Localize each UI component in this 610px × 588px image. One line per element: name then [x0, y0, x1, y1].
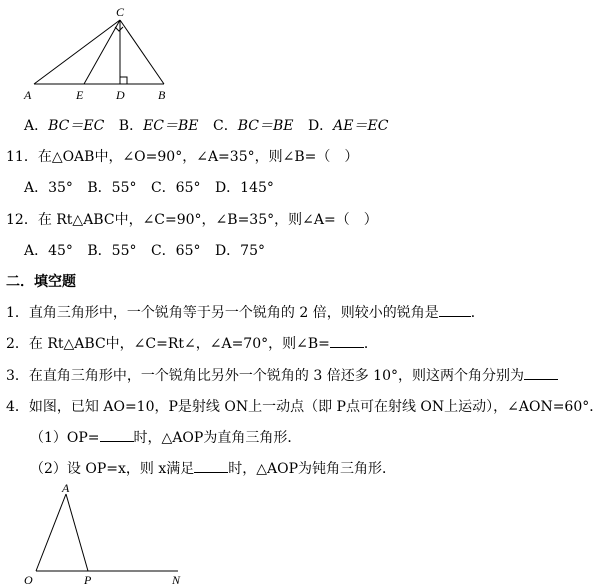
- q10-option-c: C．BC＝BE: [212, 118, 294, 134]
- label-b: B: [158, 88, 166, 102]
- label-o: O: [24, 573, 33, 587]
- segment-bc: [120, 20, 164, 84]
- q11-option-a: A．35°: [24, 180, 73, 196]
- fill-question-4-part-1: （1）OP= 时，△AOP为直角三角形．: [30, 430, 302, 446]
- label-d: D: [116, 88, 125, 102]
- label-e: E: [76, 88, 84, 102]
- answer-blank-2[interactable]: [330, 335, 364, 348]
- q12-option-b: B．55°: [87, 243, 137, 259]
- triangle-abc-figure: [20, 4, 180, 104]
- fill-question-4: 4．如图，已知 AO=10，P是射线 ON上一动点（即 P点可在射线 ON上运动），∠AON=60°．: [6, 399, 604, 415]
- segment-ap: [66, 494, 88, 571]
- segment-ec: [84, 20, 120, 84]
- fill-question-1: 1．直角三角形中，一个锐角等于另一个锐角的 2 倍，则较小的锐角是 ．: [6, 305, 485, 321]
- q12-option-c: C．65°: [150, 243, 201, 259]
- label-a2: A: [62, 484, 70, 495]
- answer-blank-4-2[interactable]: [194, 460, 228, 473]
- q11-options: [24, 179, 284, 197]
- right-angle-mark-d: [120, 77, 127, 84]
- fill-question-2: 2．在 Rt△ABC中，∠C=Rt∠，∠A=70°，则∠B= ．: [6, 336, 378, 352]
- q10-option-b: B．EC＝BE: [118, 118, 199, 134]
- q10-option-d: D．AE＝EC: [307, 118, 389, 134]
- label-a: A: [24, 88, 32, 102]
- label-n: N: [172, 573, 181, 587]
- q10-option-a: A．BC＝EC: [24, 118, 105, 134]
- answer-blank-3[interactable]: [524, 367, 558, 380]
- q11-option-c: C．65°: [150, 180, 201, 196]
- q11-option-b: B．55°: [87, 180, 137, 196]
- q12-options: [24, 242, 275, 260]
- label-p: P: [84, 573, 92, 587]
- answer-blank-4-1[interactable]: [100, 429, 134, 442]
- q10-options: [24, 117, 398, 135]
- answer-blank-1[interactable]: [439, 304, 471, 317]
- q12-option-a: A．45°: [24, 243, 73, 259]
- ray-aon-figure: [18, 484, 198, 588]
- segment-oa: [36, 494, 66, 571]
- q12-stem: 12．在 Rt△ABC中，∠C=90°，∠B=35°，则∠A=（ ）: [6, 212, 378, 228]
- label-c: C: [116, 5, 125, 19]
- q12-option-d: D．75°: [214, 243, 265, 259]
- right-angle-mark-c: [115, 27, 123, 31]
- fill-question-3: 3．在直角三角形中，一个锐角比另外一个锐角的 3 倍还多 10°，则这两个角分别为: [6, 367, 558, 385]
- q11-option-d: D．145°: [214, 180, 274, 196]
- section-heading-fill-blank: 二．填空题: [6, 274, 76, 290]
- q11-stem: 11．在△OAB中，∠O=90°，∠A=35°，则∠B=（ ）: [6, 149, 359, 165]
- segment-ac: [34, 20, 120, 84]
- fill-question-4-part-2: （2）设 OP=x，则 x满足 时，△AOP为钝角三角形．: [30, 461, 397, 477]
